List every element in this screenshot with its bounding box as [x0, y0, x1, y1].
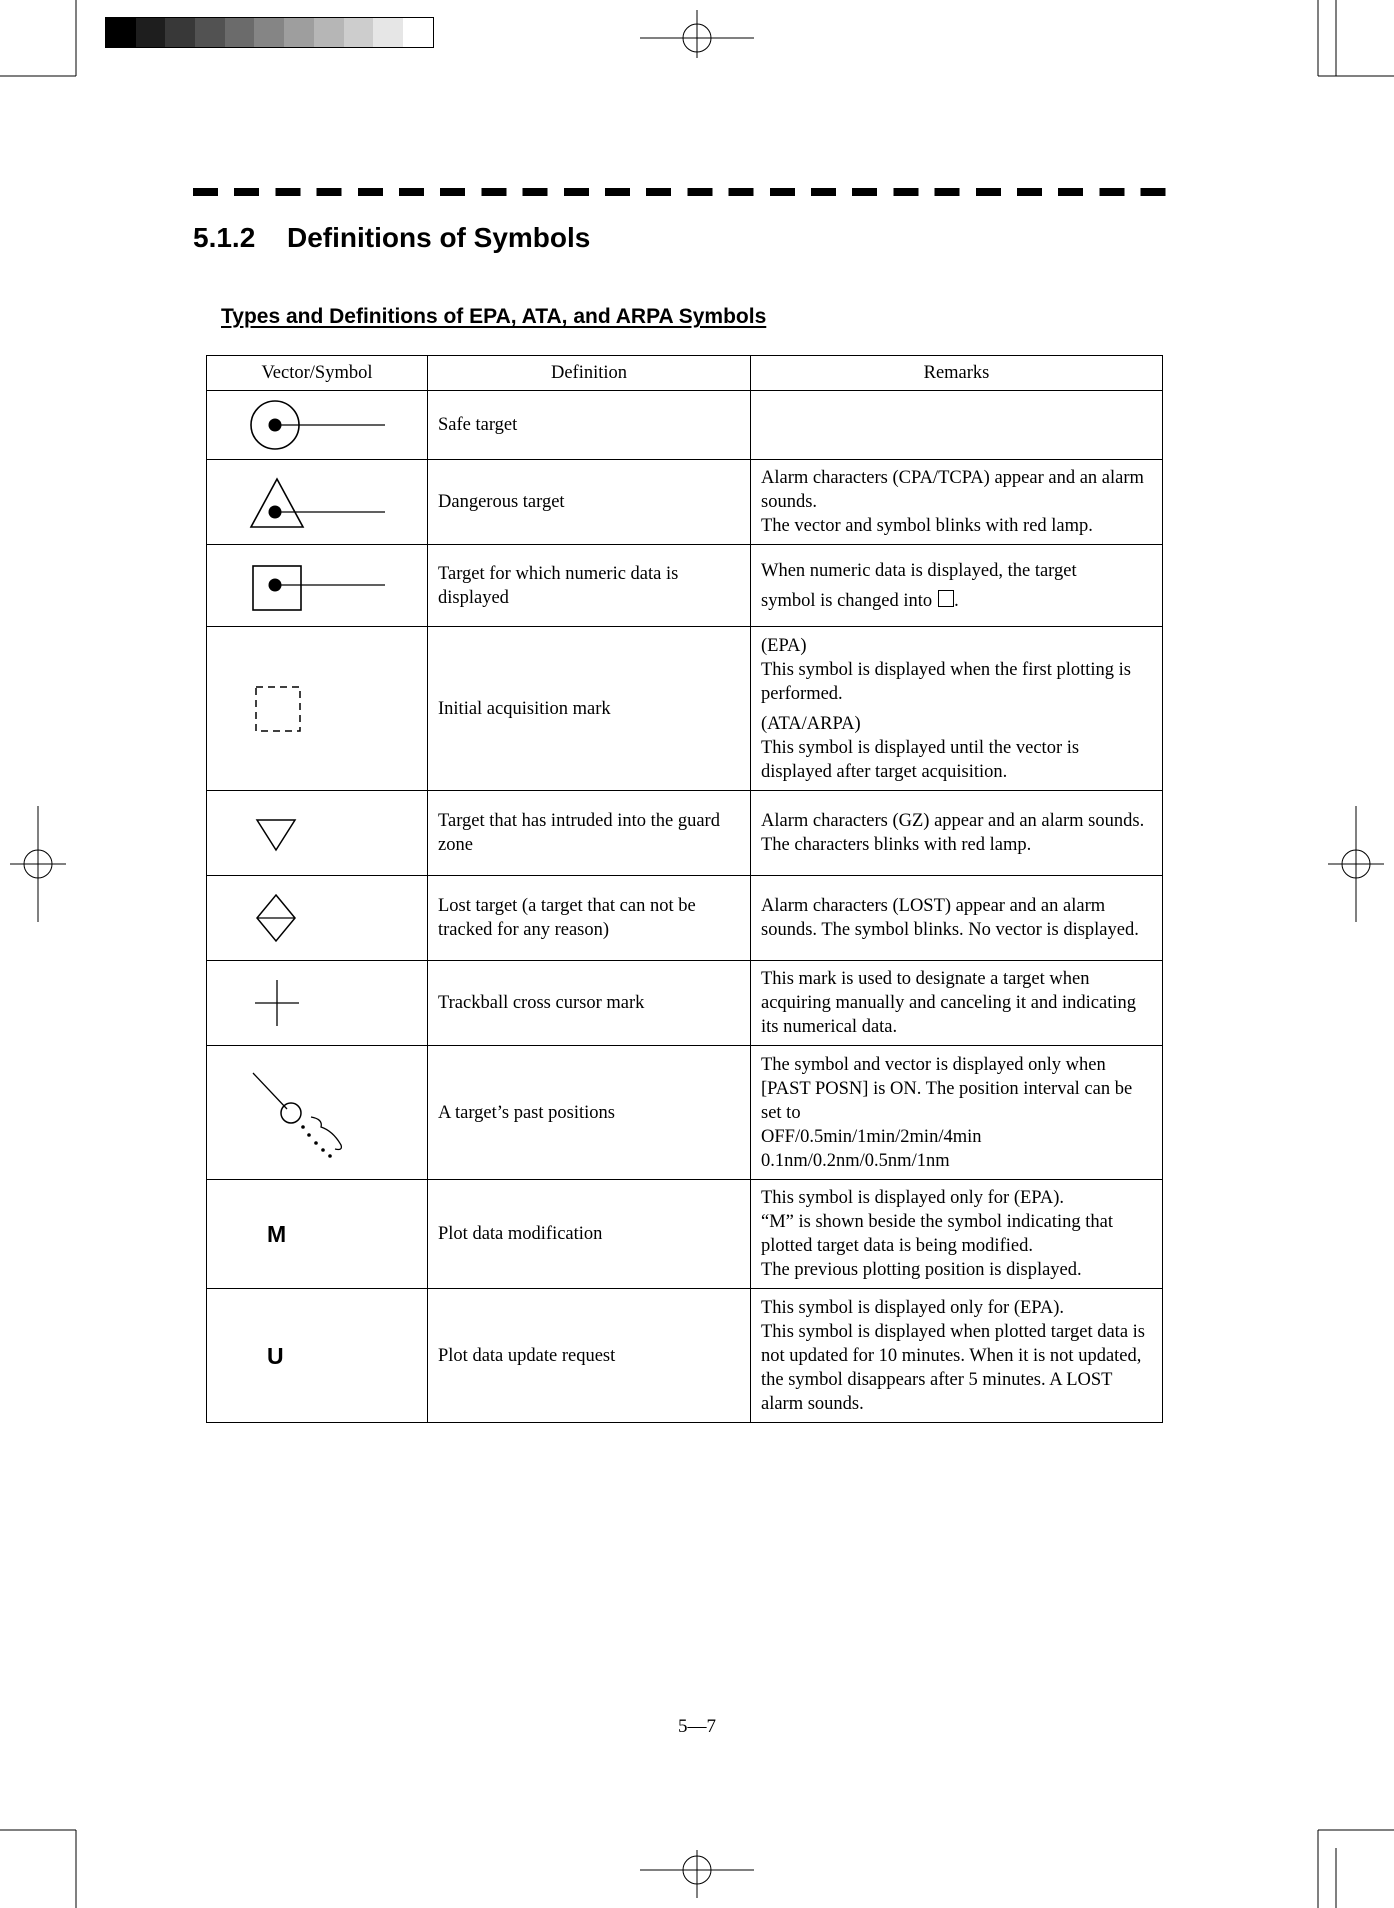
- table-row: [207, 876, 1163, 961]
- crop-mark-top-left: [0, 0, 76, 76]
- remarks-cell: [751, 545, 1163, 627]
- symbol-cell: [207, 1046, 428, 1180]
- registration-mark-left: [10, 806, 66, 922]
- remarks-cell: [751, 1289, 1163, 1423]
- symbol-cell: [207, 391, 428, 460]
- symbol-cell: [207, 791, 428, 876]
- remark-line: Alarm characters (GZ) appear and an alarm sounds.: [761, 811, 1145, 831]
- definition-cell: Plot data update request: [428, 1289, 751, 1423]
- symbol-cell: [207, 627, 428, 791]
- symbol-cell: [207, 460, 428, 545]
- table-row: [207, 1289, 1163, 1423]
- guard-zone-target-icon: [207, 808, 427, 858]
- remark-line: OFF/0.5min/1min/2min/4min: [761, 1126, 982, 1147]
- remark-line: (EPA): [761, 635, 807, 656]
- crop-mark-bottom-left: [0, 1830, 76, 1908]
- dangerous-target-icon: [207, 467, 427, 537]
- column-header-definition: Definition: [428, 356, 751, 391]
- remark-line: (ATA/ARPA): [761, 713, 861, 734]
- symbol-cell: [207, 1180, 428, 1289]
- lost-target-icon: [207, 890, 427, 946]
- table-subtitle: Types and Definitions of EPA, ATA, and ARPA Symbols: [221, 305, 767, 328]
- table-header-row: [207, 356, 1163, 391]
- definition-cell: Target for which numeric data is displayed: [428, 545, 751, 627]
- table-row: [207, 1180, 1163, 1289]
- table-row: [207, 1046, 1163, 1180]
- table-row: [207, 460, 1163, 545]
- section-title: Definitions of Symbols: [287, 222, 591, 253]
- remark-line: The characters blinks with red lamp.: [761, 835, 1032, 855]
- table-row: [207, 627, 1163, 791]
- cross-cursor-icon: [207, 975, 427, 1031]
- safe-target-icon: [207, 395, 427, 455]
- remark-line: This symbol is displayed until the vector is displayed after target acquisition.: [761, 737, 1080, 782]
- table-row: [207, 545, 1163, 627]
- remarks-cell: [751, 876, 1163, 961]
- definition-cell: Initial acquisition mark: [428, 627, 751, 791]
- crop-mark-bottom-right: [1318, 1830, 1394, 1908]
- registration-mark-bottom: [640, 1850, 754, 1898]
- definition-cell: Trackball cross cursor mark: [428, 961, 751, 1046]
- section-heading: [193, 222, 590, 254]
- column-header-vector-symbol: Vector/Symbol: [207, 356, 428, 391]
- table-row: [207, 391, 1163, 460]
- remarks-cell: [751, 460, 1163, 545]
- remarks-cell: [751, 791, 1163, 876]
- plot-modification-symbol: M: [267, 1221, 287, 1247]
- table-row: [207, 791, 1163, 876]
- remarks-cell: [751, 1180, 1163, 1289]
- remark-line: The symbol and vector is displayed only when [PAST POSN] is ON. The position interval can be set to: [761, 1054, 1133, 1123]
- plot-update-request-symbol: U: [267, 1342, 284, 1369]
- registration-mark-top: [640, 10, 754, 58]
- definition-cell: Target that has intruded into the guard zone: [428, 791, 751, 876]
- symbol-cell: [207, 961, 428, 1046]
- remark-line: The previous plotting position is displayed.: [761, 1260, 1082, 1280]
- remark-line: Alarm characters (CPA/TCPA) appear and an alarm sounds.: [761, 468, 1144, 512]
- remark-line: 0.1nm/0.2nm/0.5nm/1nm: [761, 1150, 950, 1171]
- remarks-cell: [751, 1046, 1163, 1180]
- definition-cell: Dangerous target: [428, 460, 751, 545]
- column-header-remarks: Remarks: [751, 356, 1163, 391]
- symbols-table: [206, 355, 1163, 1423]
- remarks-cell: [751, 961, 1163, 1046]
- symbol-cell: [207, 876, 428, 961]
- remark-line: This symbol is displayed when plotted target data is not updated for 10 minutes. When it is not updated, the symbol disappears after 5 minutes. A LOST alarm sounds.: [761, 1321, 1145, 1414]
- past-positions-icon: [207, 1063, 427, 1163]
- registration-mark-right: [1328, 806, 1384, 922]
- page-number: 5—7: [678, 1716, 716, 1737]
- crop-mark-top-right: [1318, 0, 1394, 76]
- definition-cell: Lost target (a target that can not be tracked for any reason): [428, 876, 751, 961]
- remark-line: symbol is changed into: [761, 590, 933, 611]
- symbol-cell: [207, 545, 428, 627]
- remark-line: The vector and symbol blinks with red lamp.: [761, 516, 1093, 536]
- remarks-cell: [751, 627, 1163, 791]
- table-row: [207, 961, 1163, 1046]
- definition-cell: Plot data modification: [428, 1180, 751, 1289]
- numeric-data-target-icon: [207, 554, 427, 618]
- remark-line: This symbol is displayed only for (EPA).: [761, 1297, 1065, 1318]
- remark-line: When numeric data is displayed, the target: [761, 560, 1077, 581]
- remark-line: “M” is shown beside the symbol indicating that plotted target data is being modified.: [761, 1212, 1113, 1256]
- remark-line: Alarm characters (LOST) appear and an alarm sounds. The symbol blinks. No vector is displayed.: [761, 896, 1139, 940]
- remark-line: This mark is used to designate a target when acquiring manually and canceling it and indicating its numerical data.: [761, 969, 1137, 1037]
- definition-cell: A target’s past positions: [428, 1046, 751, 1180]
- dashed-rule: [193, 188, 1181, 196]
- square-box-icon: [938, 590, 954, 607]
- symbol-cell: [207, 1289, 428, 1423]
- remark-line: This symbol is displayed only for (EPA).: [761, 1188, 1065, 1208]
- initial-acquisition-mark-icon: [207, 679, 427, 739]
- section-number: 5.1.2: [193, 222, 256, 253]
- remarks-cell: [751, 391, 1163, 460]
- definition-cell: Safe target: [428, 391, 751, 460]
- remark-line-with-box: symbol is changed into .: [761, 590, 959, 611]
- remark-line: This symbol is displayed when the first plotting is performed.: [761, 659, 1131, 704]
